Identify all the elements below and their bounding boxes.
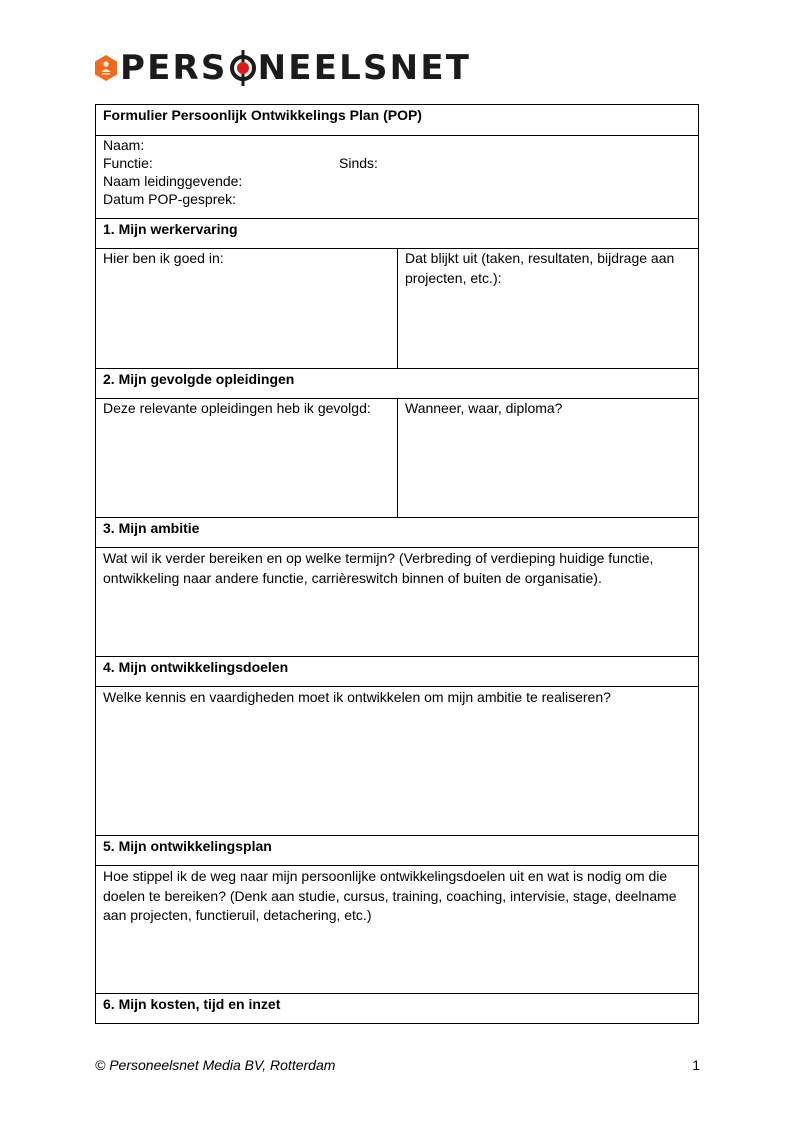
logo-text-part2: NEELSNET	[257, 48, 472, 88]
footer-copyright: © Personeelsnet Media BV, Rotterdam	[95, 1057, 336, 1073]
section-4-heading: 4. Mijn ontwikkelingsdoelen	[96, 656, 698, 686]
field-naam: Naam:	[103, 137, 145, 153]
section-5-heading: 5. Mijn ontwikkelingsplan	[96, 835, 698, 865]
form-title: Formulier Persoonlijk Ontwikkelings Plan (POP)	[103, 107, 422, 123]
section-2-heading: 2. Mijn gevolgde opleidingen	[96, 368, 698, 398]
section-4-body[interactable]	[96, 686, 698, 835]
field-sinds: Sinds:	[339, 155, 378, 171]
field-datum: Datum POP-gesprek:	[103, 191, 237, 207]
section-2-left-cell[interactable]	[96, 399, 398, 517]
page-number: 1	[692, 1057, 700, 1073]
section-1-heading: 1. Mijn werkervaring	[96, 218, 698, 248]
field-leidinggevende: Naam leidinggevende:	[103, 173, 243, 189]
section-1-left-cell[interactable]	[96, 249, 398, 368]
section-2-left-label: Deze relevante opleidingen heb ik gevolgd:	[103, 400, 371, 416]
section-5-body[interactable]	[96, 865, 698, 993]
section-3-heading: 3. Mijn ambitie	[96, 517, 698, 547]
hexagon-person-icon	[94, 55, 118, 81]
section-3-text: Wat wil ik verder bereiken en op welke termijn? (Verbreding of verdieping huidige functie, ontwikkeling naar andere functie, carrièreswitch binnen of buiten de organisatie).	[103, 550, 654, 586]
section-6-heading: 6. Mijn kosten, tijd en inzet	[96, 993, 698, 1023]
field-functie: Functie:	[103, 155, 153, 171]
personeelsnet-logo	[94, 49, 471, 87]
section-1-right-cell[interactable]	[398, 249, 698, 368]
pop-form-table	[95, 104, 699, 1024]
target-o-icon	[230, 50, 256, 86]
section-4-text: Welke kennis en vaardigheden moet ik ontwikkelen om mijn ambitie te realiseren?	[103, 689, 611, 705]
personal-info-block[interactable]	[96, 135, 698, 218]
section-3-body[interactable]	[96, 547, 698, 656]
section-1-right-label: Dat blijkt uit (taken, resultaten, bijdrage aan projecten, etc.):	[405, 250, 675, 286]
logo-text-part1: PERS	[120, 48, 228, 88]
section-1-left-label: Hier ben ik goed in:	[103, 250, 224, 266]
section-1-body	[96, 248, 698, 368]
section-2-right-label: Wanneer, waar, diploma?	[405, 400, 563, 416]
section-5-text: Hoe stippel ik de weg naar mijn persoonlijke ontwikkelingsdoelen uit en wat is nodig om die doelen te bereiken? (Denk aan studie, cursus, training, coaching, intervisie, stage, deelname aan projecten, functieruil, detachering, etc.)	[103, 868, 677, 923]
section-2-body	[96, 398, 698, 517]
section-2-right-cell[interactable]	[398, 399, 698, 517]
